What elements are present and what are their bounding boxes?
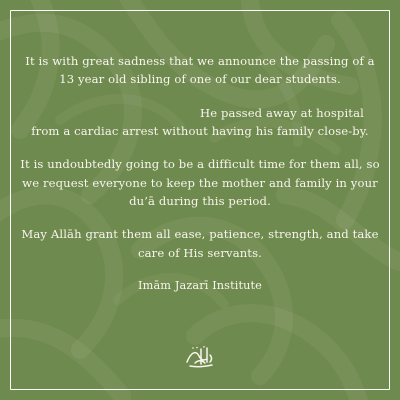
calligraphy-logo-icon <box>183 342 217 370</box>
announcement-paragraph-3: It is undoubtedly going to be a difficult time for them all, so we request everyone to keep the mother and family in your du’ā during this period. <box>20 157 380 208</box>
announcement-paragraph-4: May Allāh grant them all ease, patience, strength, and take care of His servants. <box>21 227 379 260</box>
announcement-paragraph-2 <box>18 104 382 141</box>
announcement-paragraph-2-line-2: from a cardiac arrest without having his family close-by. <box>31 123 369 138</box>
signature-name: Imām Jazarī Institute <box>138 278 262 292</box>
announcement-content <box>18 52 382 295</box>
announcement-paragraph-1: It is with great sadness that we announce the passing of a 13 year old sibling of one of our dear students. <box>25 54 375 87</box>
announcement-paragraph-2-line-1: He passed away at hospital <box>200 105 364 120</box>
